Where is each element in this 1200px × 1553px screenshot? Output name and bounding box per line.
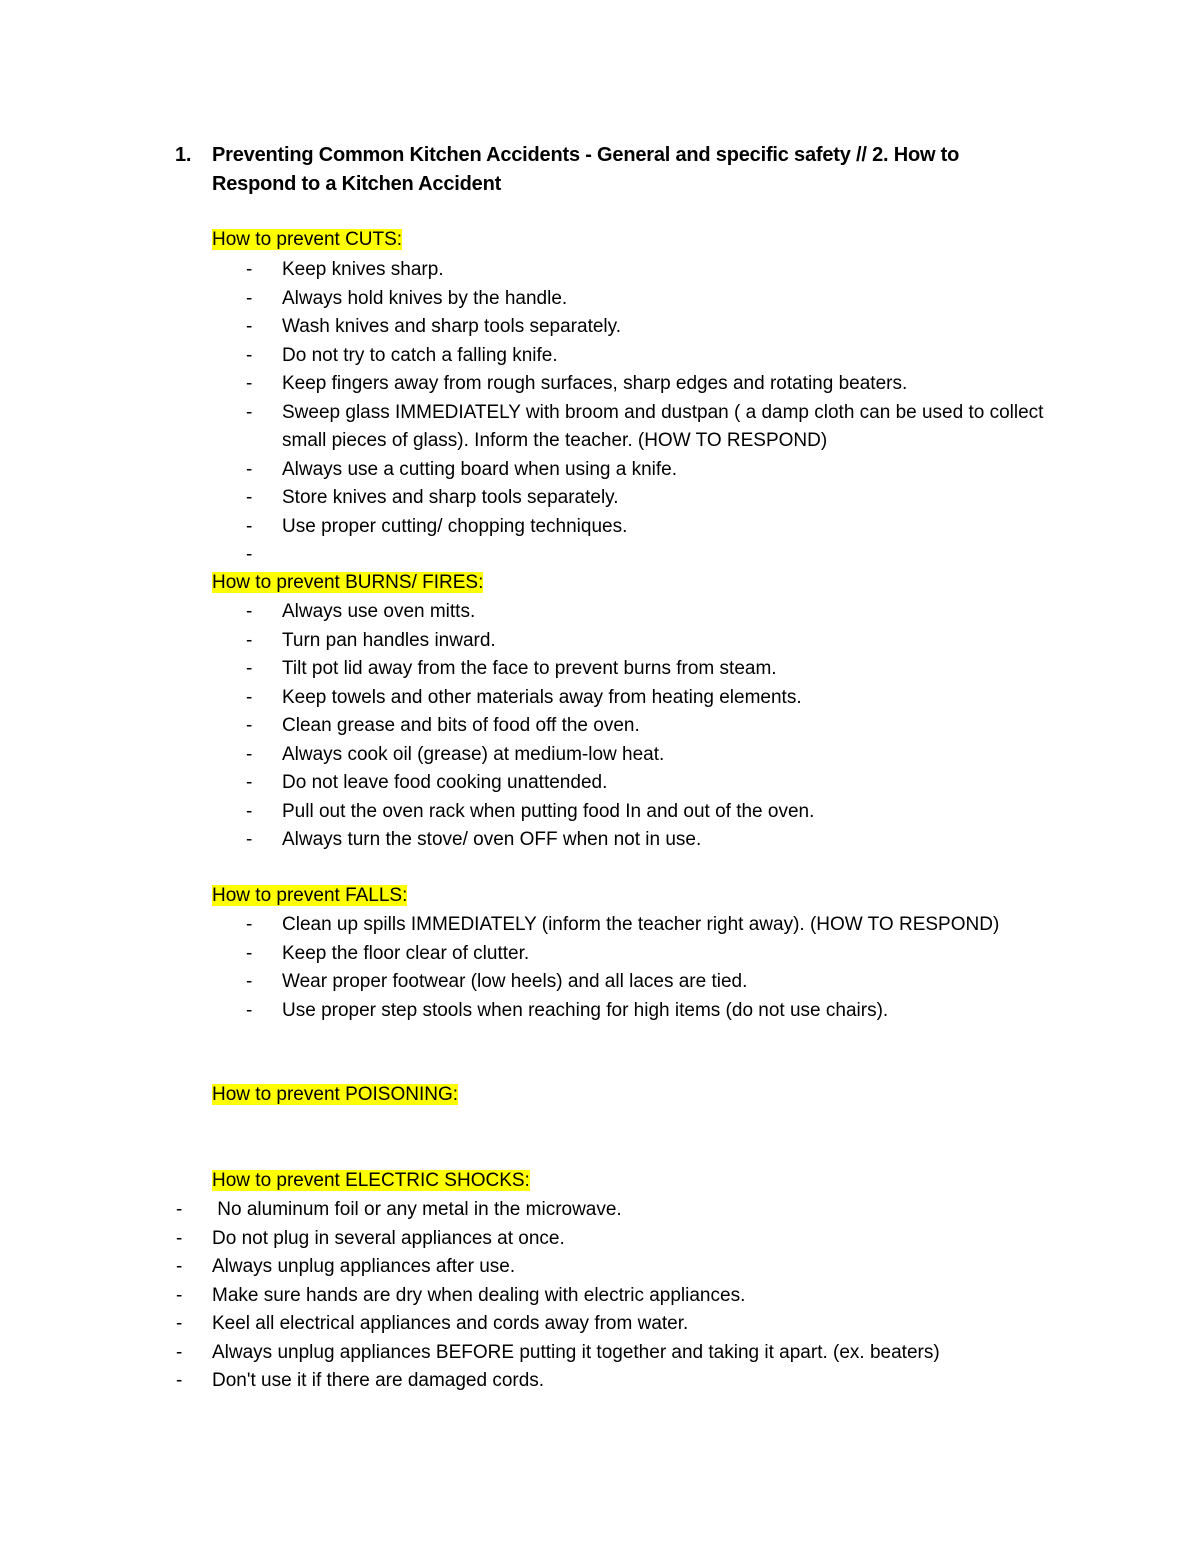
bullet-dash: -	[176, 1199, 183, 1220]
list-item	[246, 684, 1072, 713]
list-item	[176, 1225, 1092, 1254]
list-burns-fires	[246, 598, 1072, 855]
list-item	[246, 769, 1072, 798]
heading-electric-shocks	[212, 1168, 530, 1194]
heading-falls	[212, 883, 407, 909]
bullet-dash: -	[246, 971, 253, 992]
list-item-text: Store knives and sharp tools separately.	[282, 487, 619, 508]
list-item-text: Always cook oil (grease) at medium-low heat.	[282, 743, 665, 765]
bullet-dash: -	[246, 715, 253, 736]
list-item	[246, 399, 1072, 456]
list-item-text: Always unplug appliances BEFORE putting it together and taking it apart. (ex. beaters)	[212, 1341, 940, 1363]
bullet-dash: -	[176, 1313, 183, 1334]
bullet-dash: -	[176, 1284, 183, 1306]
list-item	[246, 940, 1072, 969]
bullet-dash: -	[246, 544, 253, 565]
list-item-text: Always turn the stove/ oven OFF when not in use.	[282, 829, 702, 850]
bullet-dash: -	[246, 487, 253, 508]
heading-poisoning	[212, 1082, 458, 1108]
bullet-dash: -	[246, 800, 253, 822]
list-item	[246, 997, 1072, 1026]
list-item-text: Do not plug in several appliances at once.	[212, 1227, 565, 1249]
bullet-dash: -	[176, 1256, 183, 1277]
bullet-dash: -	[246, 458, 253, 480]
list-item-text: Keep towels and other materials away from heating elements.	[282, 686, 802, 708]
bullet-dash: -	[246, 316, 253, 337]
list-falls	[246, 911, 1072, 1025]
list-item	[246, 798, 1072, 827]
list-item	[176, 1339, 1092, 1368]
list-item-text: Turn pan handles inward.	[282, 629, 496, 651]
list-item	[246, 911, 1072, 940]
bullet-dash: -	[246, 401, 253, 423]
document-title	[175, 141, 1045, 199]
heading-falls-text: How to prevent FALLS:	[212, 885, 408, 906]
bullet-dash: -	[246, 743, 253, 765]
list-item	[246, 627, 1072, 656]
list-item	[246, 968, 1072, 997]
list-item-text: Keel all electrical appliances and cords away from water.	[212, 1313, 689, 1334]
list-item-text: Keep knives sharp.	[282, 259, 444, 280]
list-item-text: Wear proper footwear (low heels) and all laces are tied.	[282, 971, 748, 992]
list-item	[246, 826, 1072, 855]
list-item-text: Keep fingers away from rough surfaces, sharp edges and rotating beaters.	[282, 373, 908, 394]
list-item-text: Clean grease and bits of food off the oven.	[282, 715, 640, 736]
bullet-dash: -	[246, 287, 253, 309]
list-item	[176, 1282, 1092, 1311]
bullet-dash: -	[246, 829, 253, 850]
list-item-text: Always use a cutting board when using a knife.	[282, 458, 678, 480]
bullet-dash: -	[246, 515, 253, 537]
bullet-dash: -	[246, 772, 253, 793]
list-item	[246, 712, 1072, 741]
bullet-dash: -	[176, 1370, 183, 1391]
list-item-text: Use proper cutting/ chopping techniques.	[282, 515, 628, 537]
list-item	[176, 1253, 1092, 1282]
list-item	[246, 313, 1072, 342]
list-item-text: Always unplug appliances after use.	[212, 1256, 516, 1277]
list-item	[246, 598, 1072, 627]
list-item-text: Pull out the oven rack when putting food In and out of the oven.	[282, 800, 815, 822]
title-number: 1.	[175, 144, 192, 166]
list-item-text: Sweep glass IMMEDIATELY with broom and dustpan ( a damp cloth can be used to collect small pieces of glass). Inform the teacher. (HOW TO RESPOND)	[282, 401, 1044, 451]
list-item-text: Always hold knives by the handle.	[282, 287, 568, 309]
list-electric-shocks	[176, 1196, 1092, 1396]
bullet-dash: -	[246, 344, 253, 366]
bullet-dash: -	[246, 686, 253, 708]
bullet-dash: -	[246, 999, 253, 1021]
title-text: Preventing Common Kitchen Accidents - General and specific safety // 2. How to Respond to a Kitchen Accident	[212, 144, 960, 195]
bullet-dash: -	[176, 1341, 183, 1363]
list-item	[246, 456, 1072, 485]
list-item	[246, 342, 1072, 371]
heading-burns-fires	[212, 570, 483, 596]
list-item	[176, 1196, 1092, 1225]
list-item	[246, 285, 1072, 314]
list-item-text: Clean up spills IMMEDIATELY (inform the teacher right away). (HOW TO RESPOND)	[282, 914, 1000, 935]
list-item-text: Do not leave food cooking unattended.	[282, 772, 608, 793]
list-item-text: Tilt pot lid away from the face to prevent burns from steam.	[282, 658, 777, 679]
list-item	[246, 741, 1072, 770]
list-cuts	[246, 256, 1072, 570]
list-item-text: Don't use it if there are damaged cords.	[212, 1370, 545, 1391]
list-item	[176, 1310, 1092, 1339]
list-item-empty	[246, 541, 1072, 570]
list-item	[176, 1367, 1092, 1396]
heading-cuts-text: How to prevent CUTS:	[212, 229, 403, 250]
list-item-text: Keep the floor clear of clutter.	[282, 942, 530, 964]
bullet-dash: -	[176, 1227, 183, 1249]
list-item-text: Make sure hands are dry when dealing with electric appliances.	[212, 1284, 746, 1306]
bullet-dash: -	[246, 373, 253, 394]
list-item-text: Use proper step stools when reaching for high items (do not use chairs).	[282, 999, 889, 1021]
list-item-text: Wash knives and sharp tools separately.	[282, 316, 622, 337]
list-item-text: Do not try to catch a falling knife.	[282, 344, 558, 366]
heading-electric-shocks-text: How to prevent ELECTRIC SHOCKS:	[212, 1170, 530, 1191]
bullet-dash: -	[246, 601, 253, 622]
list-item	[246, 370, 1072, 399]
bullet-dash: -	[246, 259, 253, 280]
bullet-dash: -	[246, 914, 253, 935]
bullet-dash: -	[246, 658, 253, 679]
list-item	[246, 256, 1072, 285]
list-item	[246, 484, 1072, 513]
heading-poisoning-text: How to prevent POISONING:	[212, 1084, 459, 1105]
bullet-dash: -	[246, 942, 253, 964]
bullet-dash: -	[246, 629, 253, 651]
list-item	[246, 655, 1072, 684]
list-item	[246, 513, 1072, 542]
heading-cuts	[212, 227, 402, 253]
list-item-text: Always use oven mitts.	[282, 601, 476, 622]
list-item-text: No aluminum foil or any metal in the microwave.	[212, 1199, 622, 1220]
heading-burns-fires-text: How to prevent BURNS/ FIRES:	[212, 572, 484, 593]
